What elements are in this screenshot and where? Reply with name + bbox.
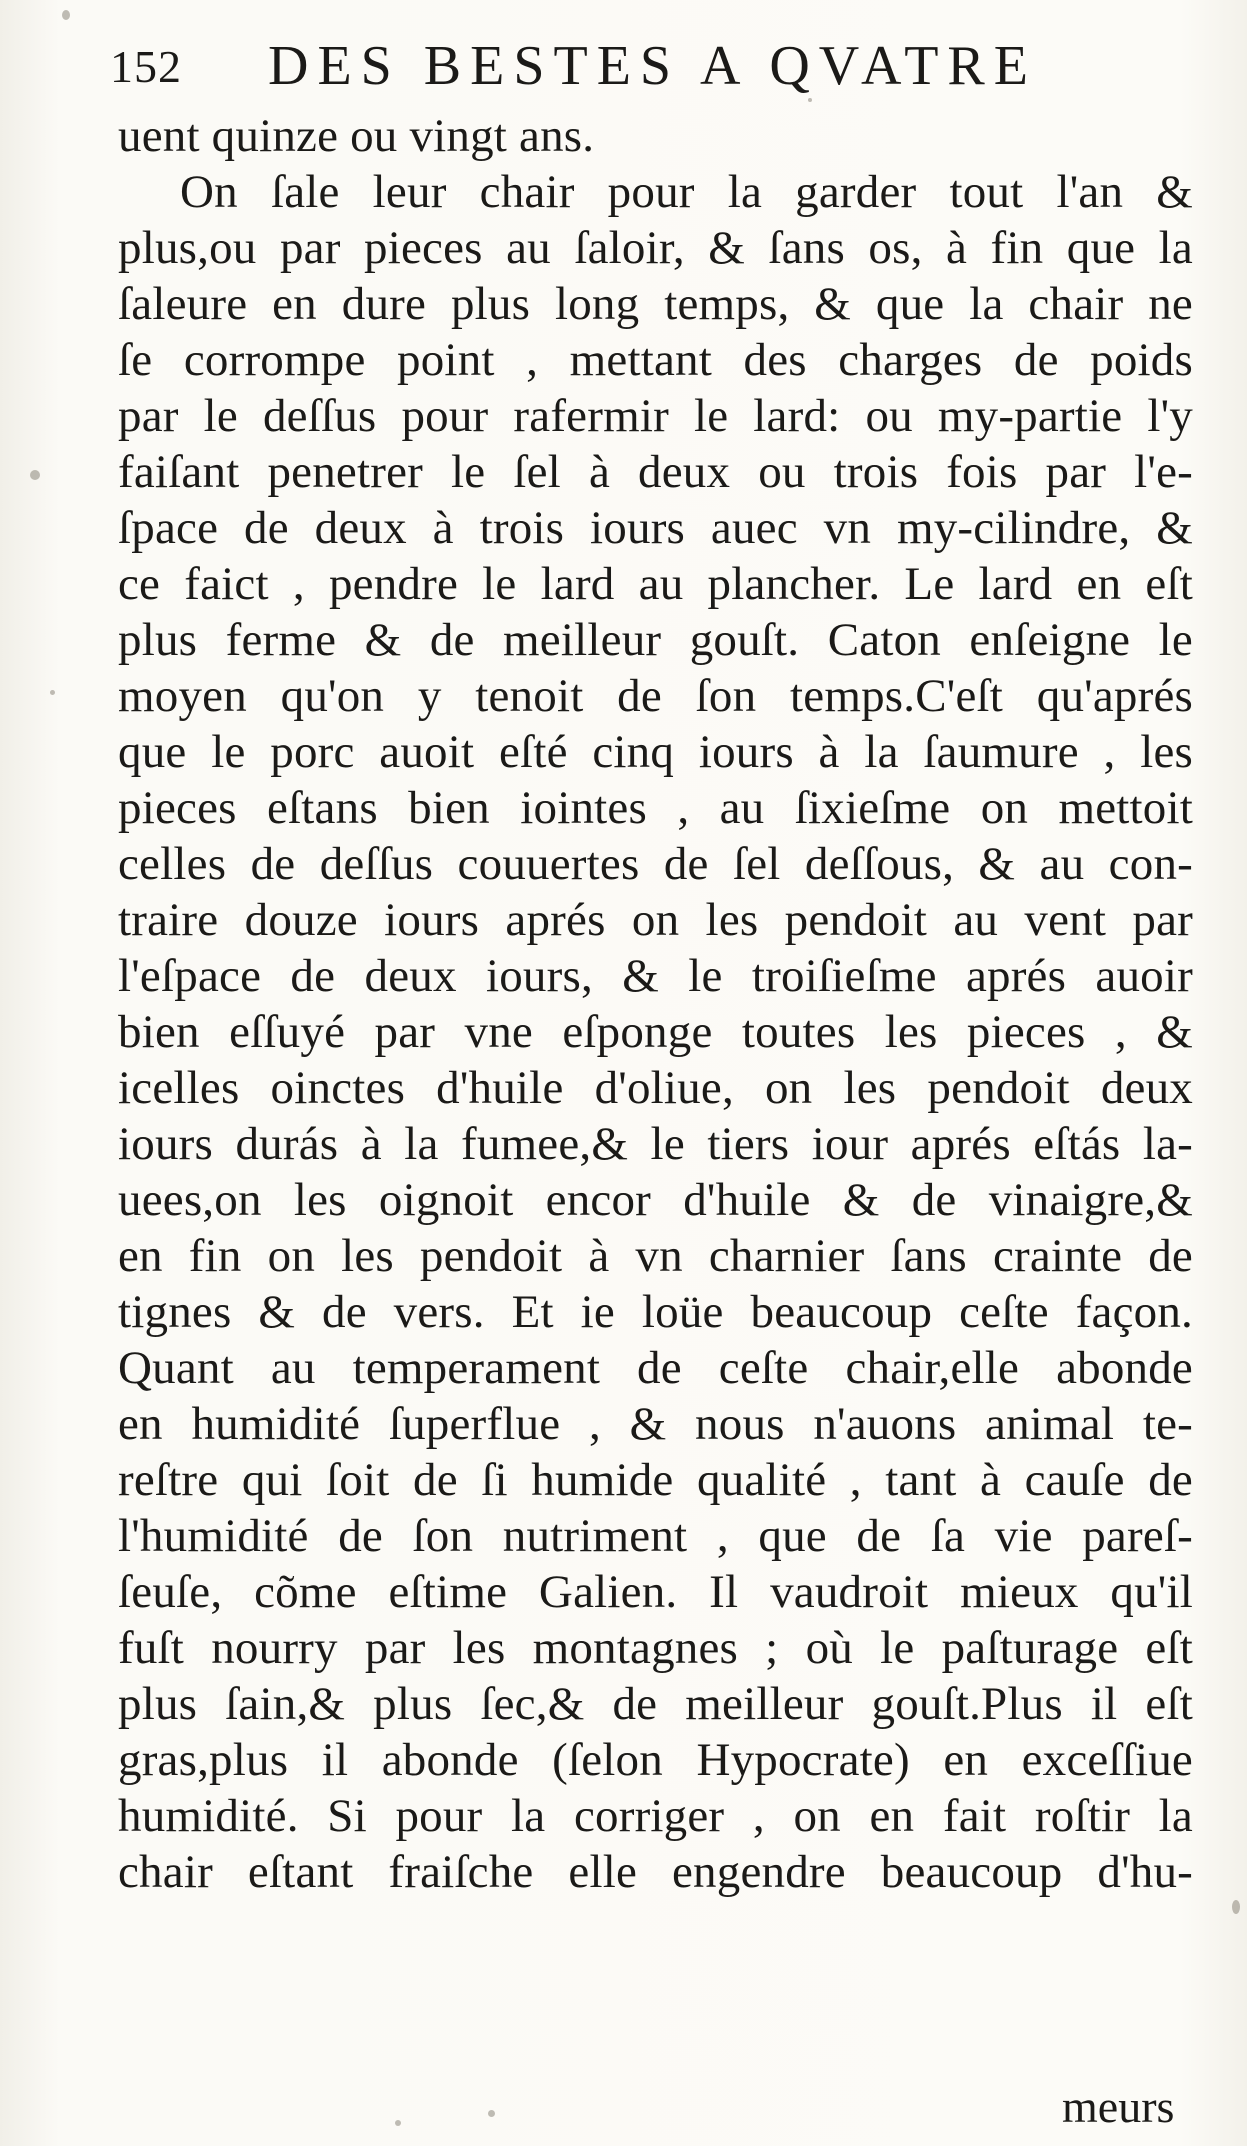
catchword: meurs [1062,2081,1175,2132]
text-line-4: ſaleure en dure plus long temps, & que la chair ne [118,278,1193,330]
text-line-9: ce faict , pendre le lard au plancher. Le lard en eſt [118,558,1193,610]
text-line-14: celles de deſſus couuertes de ſel deſſous, & au con- [118,838,1193,890]
paper-speck [808,98,812,102]
text-line-16: l'eſpace de deux iours, & le troiſieſme aprés auoir [118,950,1193,1002]
text-line-23: Quant au temperament de ceſte chair,elle abonde [118,1342,1193,1394]
text-line-26: l'humidité de ſon nutriment , que de ſa vie pareſ- [118,1510,1193,1562]
text-line-20: uees,on les oignoit encor d'huile & de vinaigre,& [118,1174,1193,1226]
text-line-28: fuſt nourry par les montagnes ; où le paſturage eſt [118,1622,1193,1674]
paper-speck [488,2110,495,2117]
text-line-22: tignes & de vers. Et ie loüe beaucoup ceſte façon. [118,1286,1193,1338]
text-line-1: uent quinze ou vingt ans. [118,110,595,162]
text-line-18: icelles oinctes d'huile d'oliue, on les pendoit deux [118,1062,1193,1114]
text-line-24: en humidité ſuperflue , & nous n'auons animal te- [118,1398,1193,1450]
text-line-11: moyen qu'on y tenoit de ſon temps.C'eſt qu'aprés [118,670,1193,722]
page-header [110,28,1110,108]
paper-speck [395,2120,401,2126]
body-text [118,108,1193,1900]
text-line-12: que le porc auoit eſté cinq iours à la ſaumure , les [118,726,1193,778]
paper-speck [50,690,55,695]
text-line-7: faiſant penetrer le ſel à deux ou trois fois par l'e- [118,446,1193,498]
text-line-6: par le deſſus pour rafermir le lard: ou my-partie l'y [118,390,1193,442]
text-line-19: iours durás à la fumee,& le tiers iour aprés eſtás la- [118,1118,1193,1170]
text-line-15: traire douze iours aprés on les pendoit au vent par [118,894,1193,946]
paper-speck [30,470,40,480]
text-line-27: ſeuſe, cõme eſtime Galien. Il vaudroit mieux qu'il [118,1566,1193,1618]
paper-speck [62,10,70,20]
text-line-29: plus ſain,& plus ſec,& de meilleur gouſt.Plus il eſt [118,1678,1193,1730]
text-line-30: gras,plus il abonde (ſelon Hypocrate) en exceſſiue [118,1734,1193,1786]
text-line-21: en fin on les pendoit à vn charnier ſans crainte de [118,1230,1193,1282]
text-line-31: humidité. Si pour la corriger , on en fait roſtir la [118,1790,1193,1842]
text-line-10: plus ferme & de meilleur gouſt. Caton enſeigne le [118,614,1193,666]
text-line-32: chair eſtant fraiſche elle engendre beaucoup d'hu- [118,1846,1193,1898]
paper-speck [1232,1900,1240,1914]
text-line-5: ſe corrompe point , mettant des charges de poids [118,334,1193,386]
text-line-25: reſtre qui ſoit de ſi humide qualité , tant à cauſe de [118,1454,1193,1506]
page-number: 152 [110,41,182,92]
text-line-3: plus,ou par pieces au ſaloir, & ſans os, à fin que la [118,222,1193,274]
text-line-13: pieces eſtans bien iointes , au ſixieſme on mettoit [118,782,1193,834]
text-line-8: ſpace de deux à trois iours auec vn my-cilindre, & [118,502,1193,554]
text-line-2: On ſale leur chair pour la garder tout l'an & [180,166,1193,218]
text-line-17: bien eſſuyé par vne eſponge toutes les pieces , & [118,1006,1193,1058]
running-title: DES BESTES A QVATRE [268,35,1037,97]
